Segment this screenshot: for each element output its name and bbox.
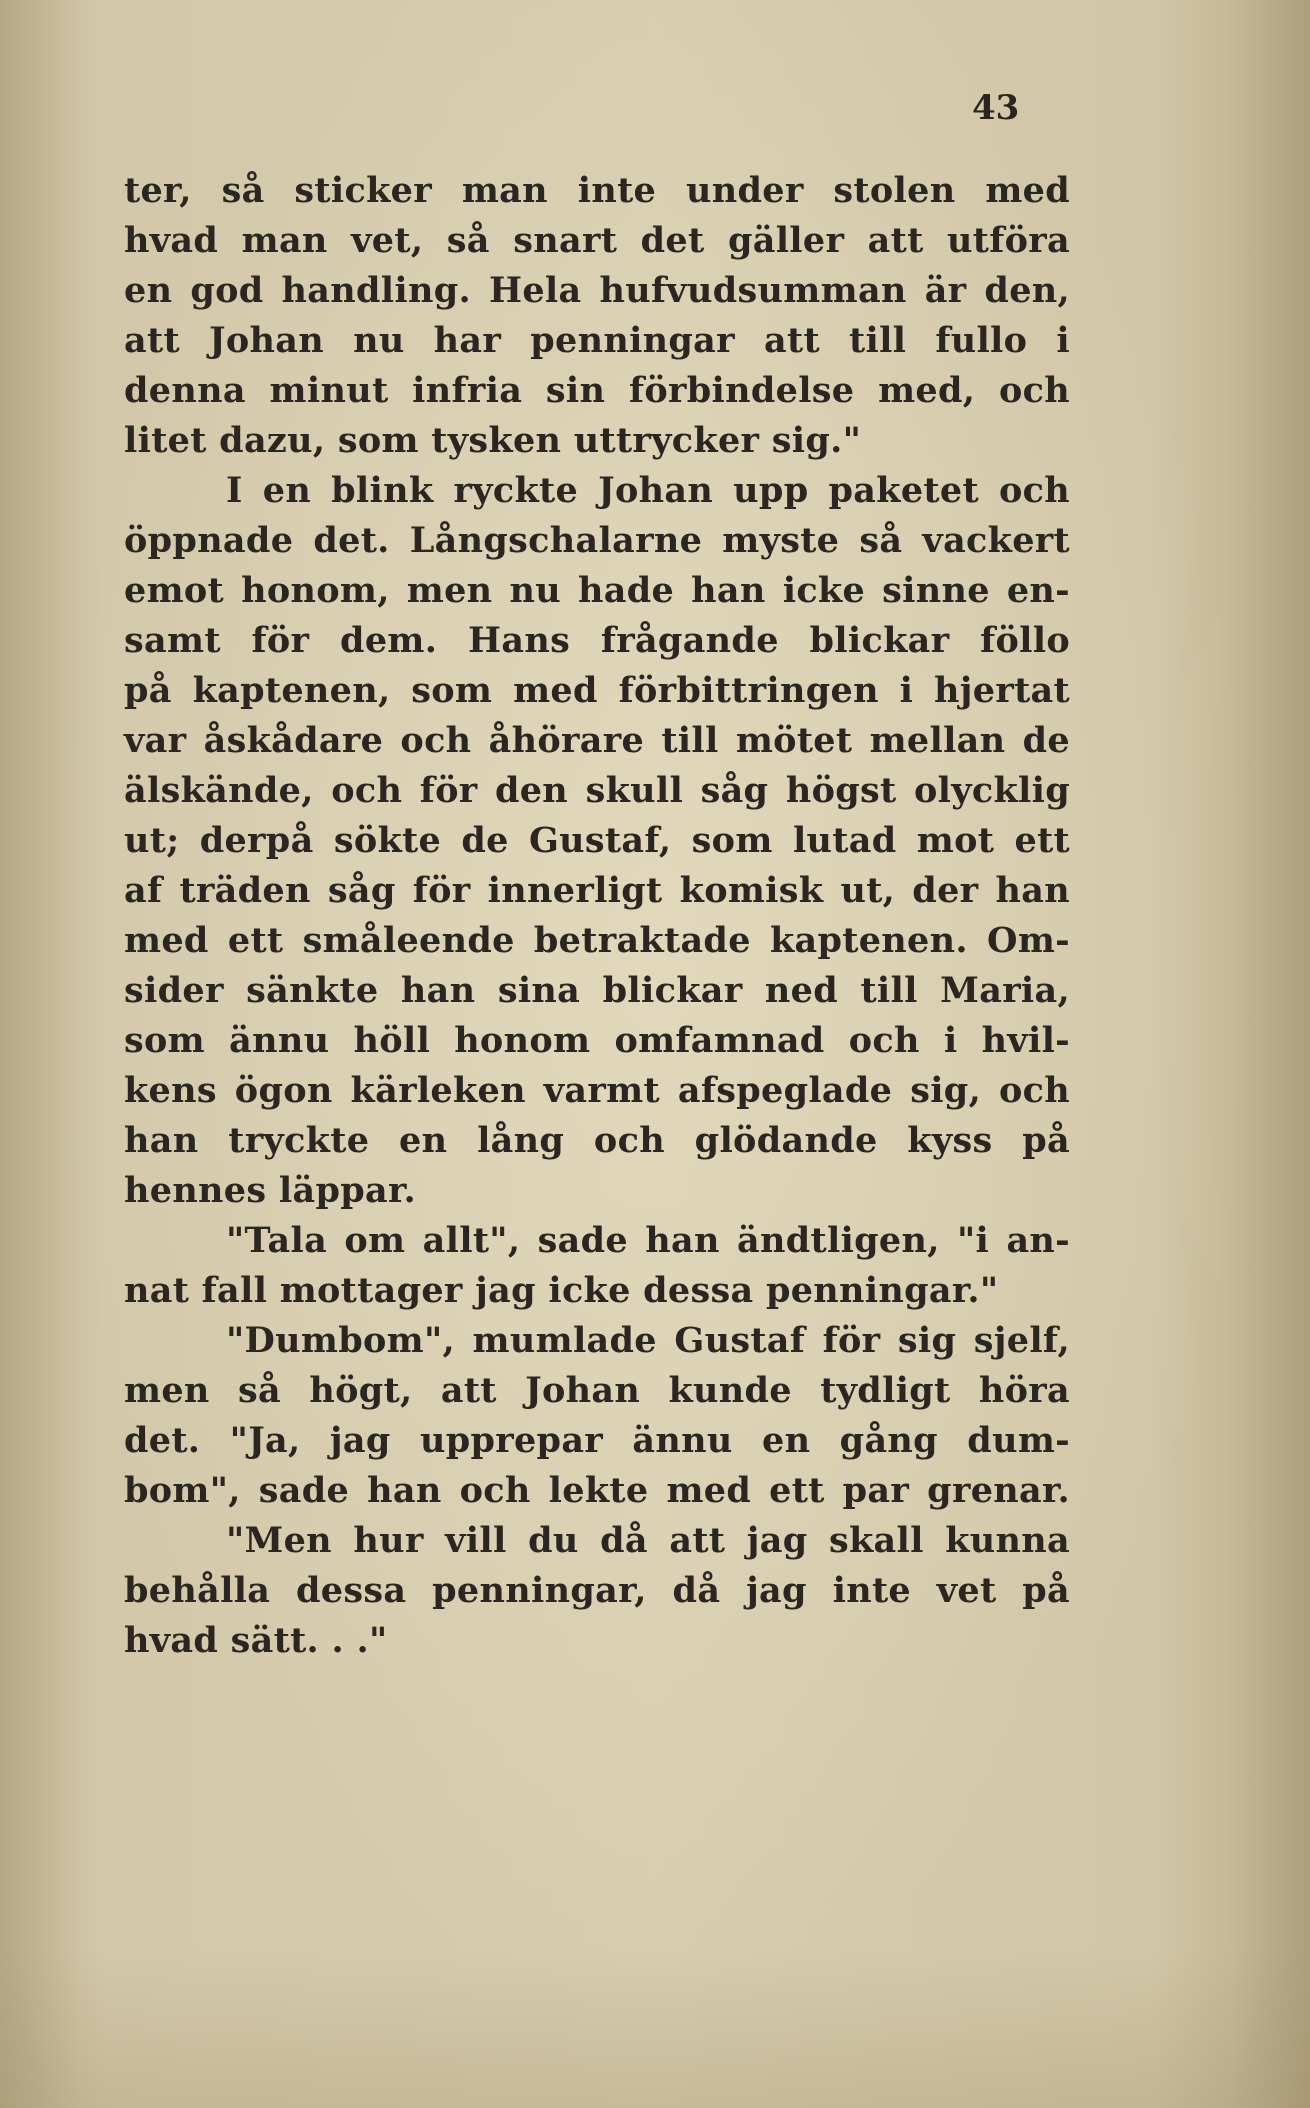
page-number: 43 xyxy=(972,88,1020,128)
text-line: bom", sade han och lekte med ett par grenar. xyxy=(124,1470,1070,1511)
text-line: ter, så sticker man inte under stolen med xyxy=(124,170,1070,211)
body-text xyxy=(124,166,1070,1666)
text-line: "Dumbom", mumlade Gustaf för sig sjelf, xyxy=(226,1320,1070,1361)
text-line: nat fall mottager jag icke dessa penningar." xyxy=(124,1270,999,1311)
text-line: "Men hur vill du då att jag skall kunna xyxy=(226,1520,1070,1561)
text-line: det. "Ja, jag upprepar ännu en gång dum- xyxy=(124,1420,1070,1461)
text-line: kens ögon kärleken varmt afspeglade sig, och xyxy=(124,1070,1070,1111)
text-line: öppnade det. Långschalarne myste så vackert xyxy=(124,520,1070,561)
text-line: han tryckte en lång och glödande kyss på xyxy=(124,1120,1070,1161)
page-edge-shadow-right xyxy=(1230,0,1310,2108)
text-line: hvad sätt. . ." xyxy=(124,1620,388,1661)
text-line: på kaptenen, som med förbittringen i hjertat xyxy=(124,670,1070,711)
text-line: emot honom, men nu hade han icke sinne en- xyxy=(124,570,1070,611)
text-line: litet dazu, som tysken uttrycker sig." xyxy=(124,420,862,461)
text-line: hvad man vet, så snart det gäller att utföra xyxy=(124,220,1070,261)
page-edge-shadow-left xyxy=(0,0,80,2108)
text-line: hennes läppar. xyxy=(124,1170,416,1211)
text-line: var åskådare och åhörare till mötet mellan de xyxy=(124,720,1070,761)
text-line: med ett småleende betraktade kaptenen. Om- xyxy=(124,920,1070,961)
text-line: denna minut infria sin förbindelse med, och xyxy=(124,370,1070,411)
text-line: en god handling. Hela hufvudsumman är den, xyxy=(124,270,1070,311)
text-line: som ännu höll honom omfamnad och i hvil- xyxy=(124,1020,1070,1061)
text-line: sider sänkte han sina blickar ned till Maria, xyxy=(124,970,1070,1011)
text-line: behålla dessa penningar, då jag inte vet på xyxy=(124,1570,1070,1611)
page-bottom-shadow xyxy=(0,1948,1310,2108)
text-line: "Tala om allt", sade han ändtligen, "i an- xyxy=(226,1220,1070,1261)
text-line: samt för dem. Hans frågande blickar föllo xyxy=(124,620,1070,661)
text-line: älskände, och för den skull såg högst olycklig xyxy=(124,770,1070,811)
text-line: af träden såg för innerligt komisk ut, der han xyxy=(124,870,1070,911)
text-line: I en blink ryckte Johan upp paketet och xyxy=(226,470,1070,511)
text-line: men så högt, att Johan kunde tydligt höra xyxy=(124,1370,1070,1411)
text-line: att Johan nu har penningar att till fullo i xyxy=(124,320,1070,361)
text-line: ut; derpå sökte de Gustaf, som lutad mot ett xyxy=(124,820,1070,861)
